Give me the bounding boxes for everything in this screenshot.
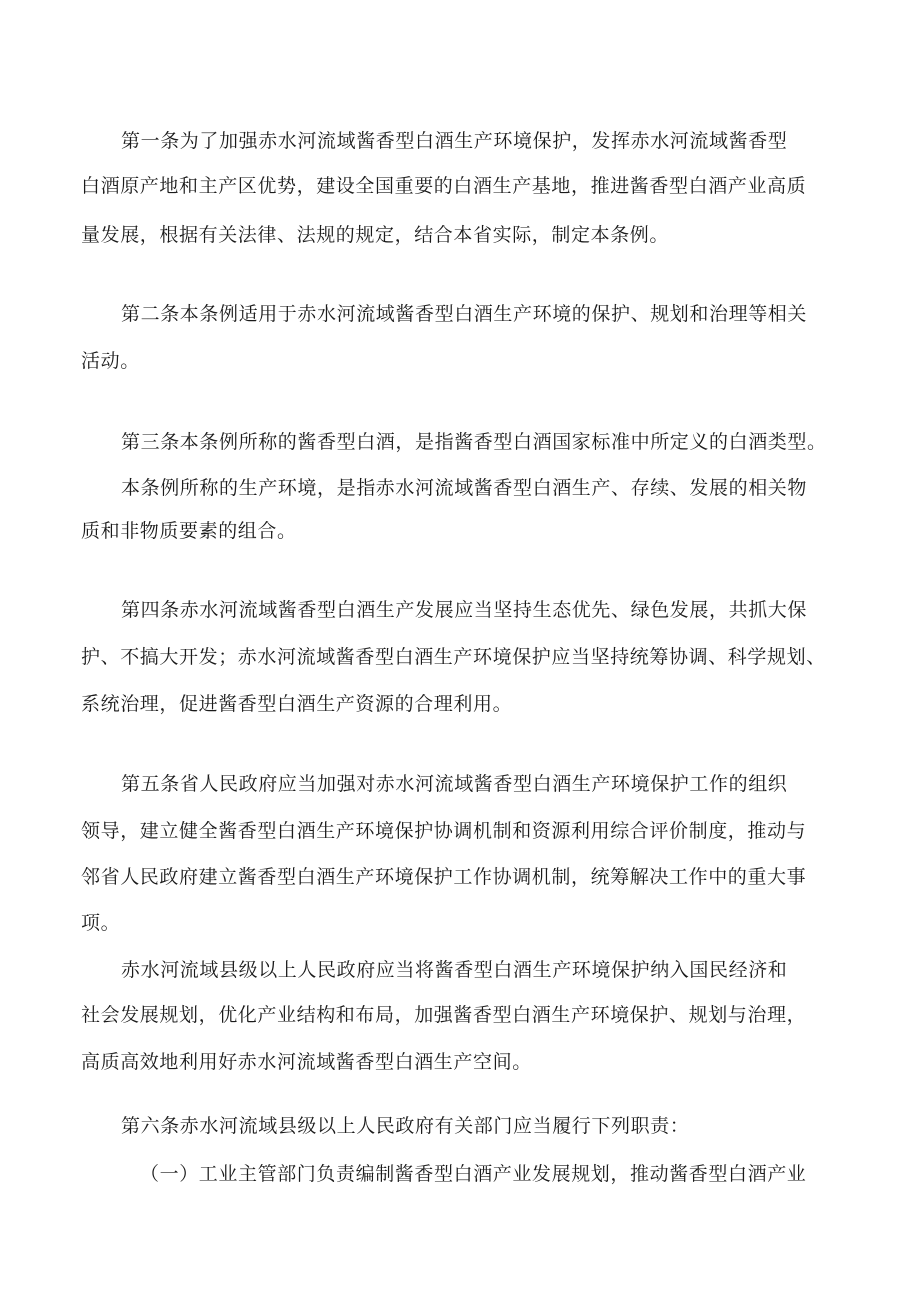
article-5-line-7: 高质高效地利用好赤水河流域酱香型白酒生产空间。: [81, 1051, 532, 1073]
article-3-line-3: 质和非物质要素的组合。: [81, 520, 297, 542]
article-1-line-1: 第一条为了加强赤水河流域酱香型白酒生产环境保护，发挥赤水河流域酱香型: [121, 130, 788, 152]
article-5-line-6: 社会发展规划，优化产业结构和布局，加强酱香型白酒生产环境保护、规划与治理，: [81, 1004, 807, 1026]
article-2-line-1: 第二条本条例适用于赤水河流域酱香型白酒生产环境的保护、规划和治理等相关: [121, 303, 808, 325]
article-2-line-2: 活动。: [81, 350, 140, 372]
article-3-line-2: 本条例所称的生产环境，是指赤水河流域酱香型白酒生产、存续、发展的相关物: [121, 477, 808, 499]
article-6-line-1: 第六条赤水河流域县级以上人民政府有关部门应当履行下列职责：: [121, 1115, 690, 1137]
article-3-line-1: 第三条本条例所称的酱香型白酒，是指酱香型白酒国家标准中所定义的白酒类型。: [121, 431, 827, 453]
article-6-item-1-line-1: （一）工业主管部门负责编制酱香型白酒产业发展规划，推动酱香型白酒产业: [140, 1163, 807, 1185]
article-4-line-3: 系统治理，促进酱香型白酒生产资源的合理利用。: [81, 693, 513, 715]
article-5-line-2: 领导，建立健全酱香型白酒生产环境保护协调机制和资源利用综合评价制度，推动与: [81, 820, 807, 842]
article-5-line-3: 邻省人民政府建立酱香型白酒生产环境保护工作协调机制，统筹解决工作中的重大事: [81, 866, 807, 888]
article-5-line-4: 项。: [81, 912, 121, 934]
article-1-line-2: 白酒原产地和主产区优势，建设全国重要的白酒生产基地，推进酱香型白酒产业高质: [81, 175, 807, 197]
article-4-line-1: 第四条赤水河流域酱香型白酒生产发展应当坚持生态优先、绿色发展，共抓大保: [121, 599, 808, 621]
article-5-line-1: 第五条省人民政府应当加强对赤水河流域酱香型白酒生产环境保护工作的组织: [121, 773, 788, 795]
article-1-line-3: 量发展，根据有关法律、法规的规定，结合本省实际，制定本条例。: [81, 224, 670, 246]
article-4-line-2: 护、不搞大开发；赤水河流域酱香型白酒生产环境保护应当坚持统筹协调、科学规划、: [81, 646, 826, 668]
article-5-line-5: 赤水河流域县级以上人民政府应当将酱香型白酒生产环境保护纳入国民经济和: [121, 959, 788, 981]
